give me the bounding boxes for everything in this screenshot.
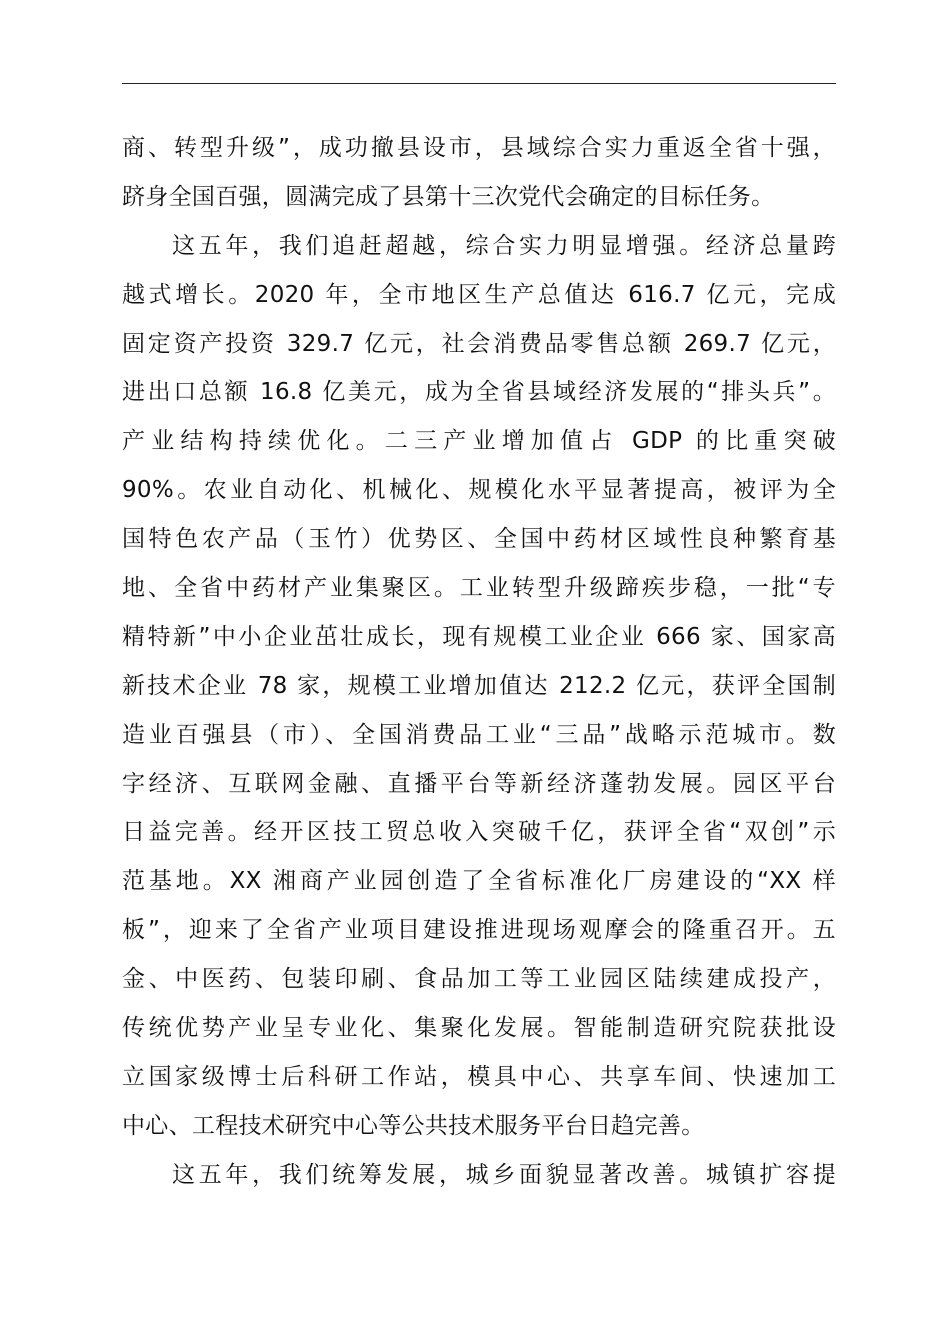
text-line: 中心、工程技术研究中心等公共技术服务平台日趋完善。	[122, 1112, 705, 1139]
text-line: 金、中医药、包装印刷、食品加工等工业园区陆续建成投产，	[122, 966, 836, 993]
text-line: 跻身全国百强，圆满完成了县第十三次党代会确定的目标任务。	[122, 183, 775, 210]
text-line: 产业结构持续优化。二三产业增加值占 GDP 的比重突破	[122, 428, 836, 455]
text-line: 精特新”中小企业茁壮成长，现有规模工业企业 666 家、国家高	[122, 623, 836, 650]
text-line: 进出口总额 16.8 亿美元，成为全省县域经济发展的“排头兵”。	[122, 379, 836, 406]
paragraph-start-line: 这五年，我们追赶超越，综合实力明显增强。经济总量跨	[172, 232, 836, 259]
paragraph-start-line: 这五年，我们统筹发展，城乡面貌显著改善。城镇扩容提	[172, 1161, 836, 1188]
text-line: 板”，迎来了全省产业项目建设推进现场观摩会的隆重召开。五	[122, 917, 836, 944]
text-line: 90%。农业自动化、机械化、规模化水平显著提高，被评为全	[122, 477, 836, 504]
text-line: 字经济、互联网金融、直播平台等新经济蓬勃发展。园区平台	[122, 770, 836, 797]
text-line: 立国家级博士后科研工作站，模具中心、共享车间、快速加工	[122, 1063, 836, 1090]
text-line: 范基地。XX 湘商产业园创造了全省标准化厂房建设的“XX 样	[122, 868, 836, 895]
body-text	[122, 124, 836, 1200]
text-line: 新技术企业 78 家，规模工业增加值达 212.2 亿元，获评全国制	[122, 672, 836, 699]
text-line: 国特色农产品（玉竹）优势区、全国中药材区域性良种繁育基	[122, 526, 836, 553]
text-line: 地、全省中药材产业集聚区。工业转型升级蹄疾步稳，一批“专	[122, 575, 836, 602]
text-line: 越式增长。2020 年，全市地区生产总值达 616.7 亿元，完成	[122, 281, 836, 308]
text-line: 日益完善。经开区技工贸总收入突破千亿，获评全省“双创”示	[122, 819, 836, 846]
text-line: 造业百强县（市）、全国消费品工业“三品”战略示范城市。数	[122, 721, 836, 748]
text-line: 传统优势产业呈专业化、集聚化发展。智能制造研究院获批设	[122, 1015, 836, 1042]
text-line: 商、转型升级”，成功撤县设市，县域综合实力重返全省十强，	[122, 135, 836, 161]
header-rule	[122, 83, 836, 84]
text-line: 固定资产投资 329.7 亿元，社会消费品零售总额 269.7 亿元，	[122, 330, 836, 357]
